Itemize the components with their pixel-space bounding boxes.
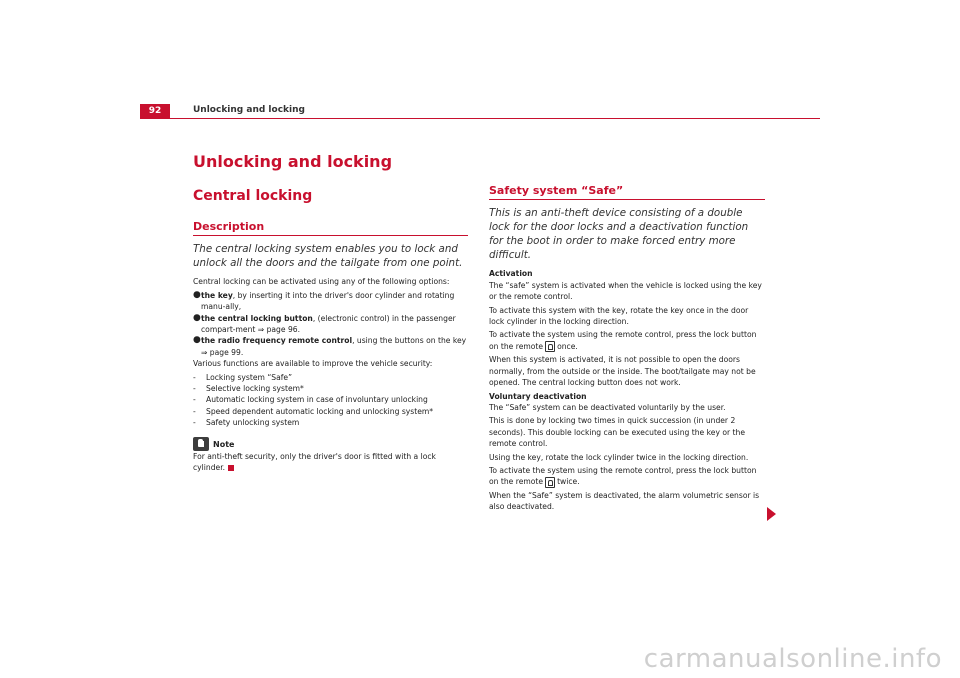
- note-header: [193, 437, 468, 451]
- list-item: - Selective locking system*: [193, 384, 304, 394]
- continue-arrow-icon: [767, 507, 776, 521]
- activation-heading: Activation: [489, 269, 533, 279]
- list-item: [193, 290, 468, 313]
- left-column: [193, 221, 468, 476]
- description-lead: The central locking system enables you to lock and unlock all the doors and the tailgate from one point.: [193, 243, 463, 270]
- paragraph: To activate the system using the remote control, press the lock button on the remote twice.: [489, 466, 757, 487]
- end-of-section-icon: [228, 465, 234, 471]
- functions-intro: Various functions are available to improve the vehicle security:: [193, 359, 433, 369]
- note-icon: [193, 437, 209, 451]
- remote-lock-button-icon: [545, 341, 555, 352]
- list-item: - Locking system “Safe”: [193, 372, 293, 382]
- paragraph: To activate this system with the key, rotate the key once in the door lock cylinder in the locking direction.: [489, 305, 749, 327]
- option-bold: the central locking button: [201, 313, 313, 323]
- paragraph: When this system is activated, it is not possible to open the doors normally, from the outside or the inside. The boot/tailgate may not be opened. The central locking button does not work.: [489, 355, 756, 388]
- list-item: [193, 335, 468, 358]
- list-item: - Automatic locking system in case of involuntary unlocking: [193, 395, 428, 405]
- section-title: Central locking: [193, 188, 313, 204]
- running-header: Unlocking and locking: [193, 105, 305, 115]
- remote-lock-button-icon: [545, 477, 555, 488]
- note-text: For anti-theft security, only the driver's door is fitted with a lock cylinder.: [193, 451, 436, 473]
- list-item: [193, 313, 468, 336]
- bullet-icon: ●: [193, 335, 201, 346]
- right-column: [489, 185, 765, 515]
- paragraph: When the “Safe” system is deactivated, the alarm volumetric sensor is also deactivated.: [489, 490, 760, 512]
- bullet-icon: ●: [193, 289, 201, 300]
- paragraph: The “Safe” system can be deactivated voluntarily by the user.: [489, 402, 726, 412]
- paragraph: Using the key, rotate the lock cylinder twice in the locking direction.: [489, 452, 749, 462]
- deactivation-heading: Voluntary deactivation: [489, 391, 587, 401]
- safe-system-lead: This is an anti-theft device consisting of a double lock for the door locks and a deactivation function for the boot in order to make forced entry more difficult.: [489, 207, 749, 262]
- safe-system-heading: Safety system “Safe”: [489, 185, 765, 200]
- list-item: - Safety unlocking system: [193, 418, 300, 428]
- paragraph: To activate the system using the remote control, press the lock button on the remote once.: [489, 330, 757, 351]
- option-text: , by inserting it into the driver's door cylinder and rotating manu-ally,: [201, 290, 455, 312]
- option-bold: the radio frequency remote control: [201, 336, 353, 346]
- paragraph: This is done by locking two times in quick succession (in under 2 seconds). This double locking can be executed using the key or the remote control.: [489, 416, 745, 449]
- option-text: , using the buttons on the key ⇒ page 99.: [201, 336, 467, 357]
- watermark: carmanualsonline.info: [643, 644, 942, 674]
- header-rule: [140, 118, 820, 119]
- paragraph: The “safe” system is activated when the vehicle is locked using the key or the remote control.: [489, 280, 762, 302]
- options-intro: Central locking can be activated using any of the following options:: [193, 277, 450, 287]
- note-label: Note: [213, 440, 235, 450]
- list-item: - Speed dependent automatic locking and unlocking system*: [193, 406, 434, 416]
- page-number: 92: [140, 104, 170, 119]
- description-heading: Description: [193, 221, 468, 236]
- bullet-icon: ●: [193, 312, 201, 323]
- option-text: , (electronic control) in the passenger compart-ment ⇒ page 96.: [201, 313, 456, 335]
- main-title: Unlocking and locking: [193, 152, 393, 171]
- option-bold: the key: [201, 290, 233, 300]
